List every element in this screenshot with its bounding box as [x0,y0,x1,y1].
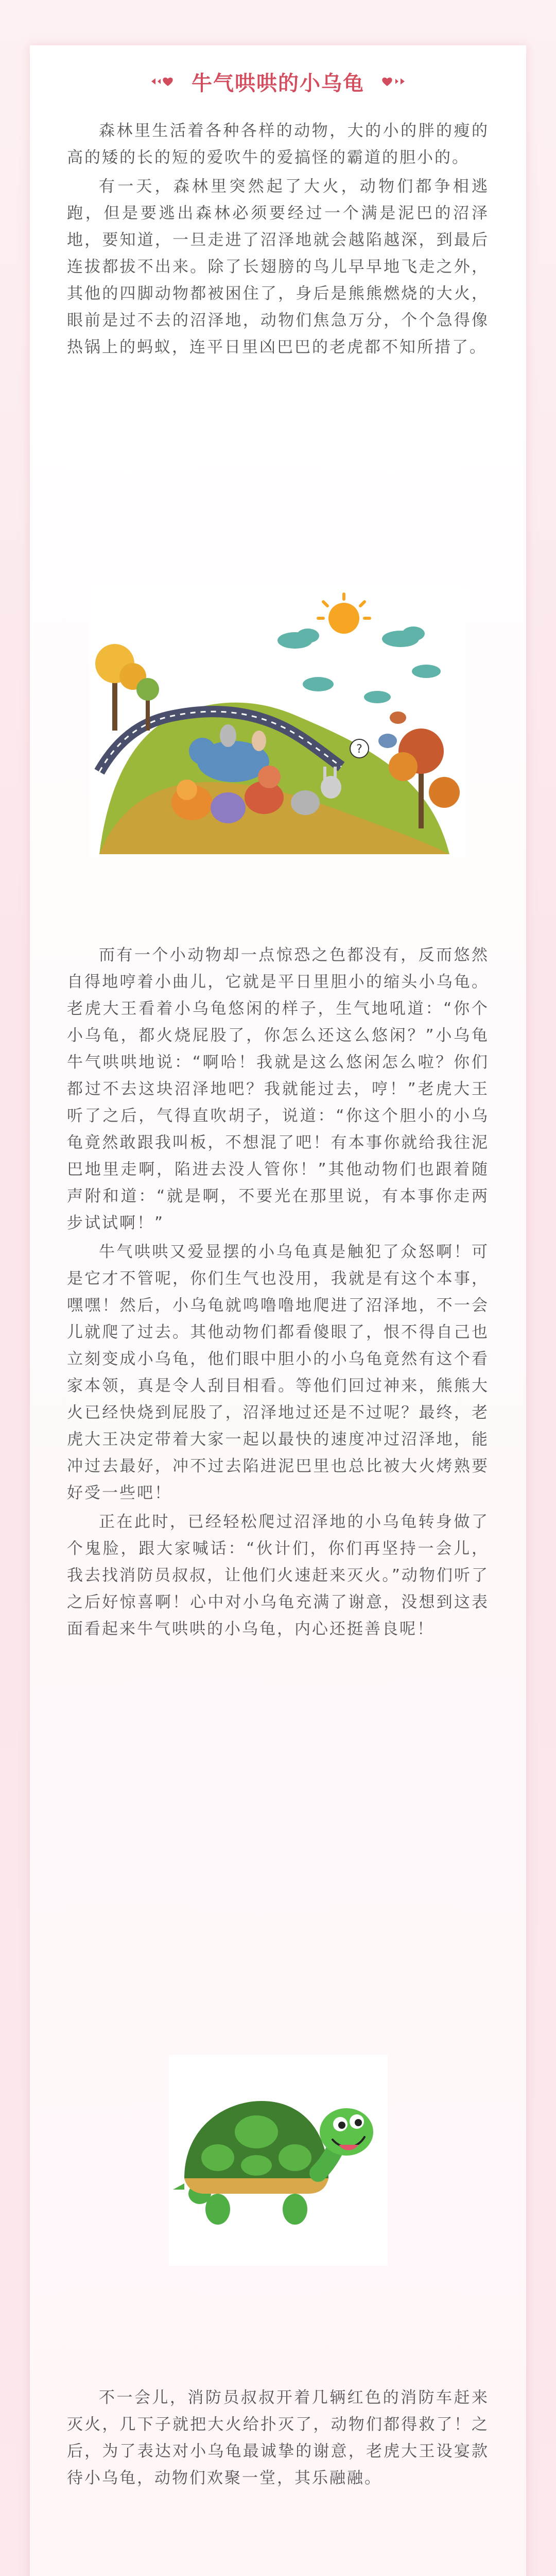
heart-ornament-left-icon [149,74,180,89]
paragraph: 正在此时，已经轻松爬过沼泽地的小乌龟转身做了个鬼脸，跟大家喊话：“伙计们，你们再坚持一会儿，我去找消防员叔叔，让他们火速赶来灭火。”动物们听了之后好惊喜啊！心中对小乌龟充满了谢意，没想到这表面看起来牛气哄哄的小乌龟，内心还挺善良呢！ [67,1513,489,1638]
paragraph: 森林里生活着各种各样的动物，大的小的胖的瘦的高的矮的长的短的爱吹牛的爱搞怪的霸道的胆小的。 [67,122,489,167]
story-section-3 [67,2384,489,2494]
story-section-2 [67,942,489,1645]
article-card [30,45,526,2576]
paragraph: 有一天，森林里突然起了大火，动物们都争相逃跑，但是要逃出森林必须要经过一个满是泥巴的沼泽地，要知道，一旦走进了沼泽地就会越陷越深，到最后连拔都拔不出来。除了长翅膀的鸟儿早早地飞走之外，其他的四脚动物都被困住了，身后是熊熊燃烧的大火，眼前是过不去的沼泽地，动物们焦急万分，个个急得像热锅上的蚂蚁，连平日里凶巴巴的老虎都不知所措了。 [67,177,489,357]
title-row [30,66,526,97]
heart-ornament-right-icon [376,74,407,89]
forest-animals-illustration [89,586,465,857]
sun-icon [328,603,359,634]
svg-text:?: ? [356,743,362,756]
paragraph: 而有一个小动物却一点惊恐之色都没有，反而悠然自得地哼着小曲儿，它就是平日里胆小的缩头小乌龟。老虎大王看着小乌龟悠闲的样子，生气地吼道：“你个小乌龟，都火烧屁股了，你怎么还这么悠闲？”小乌龟牛气哄哄地说：“啊哈！我就是这么悠闲怎么啦？你们都过不去这块沼泽地吧？我就能过去，哼！”老虎大王听了之后，气得直吹胡子，说道：“你这个胆小的小乌龟竟然敢跟我叫板，不想混了吧！有本事你就给我往泥巴地里走啊，陷进去没人管你！”其他动物们也跟着随声附和道：“就是啊，不要光在那里说，有本事你走两步试试啊！” [67,946,489,1232]
paragraph: 不一会儿，消防员叔叔开着几辆红色的消防车赶来灭火，几下子就把大火给扑灭了，动物们都得救了！之后，为了表达对小乌龟最诚挚的谢意，老虎大王设宴款待小乌龟，动物们欢聚一堂，其乐融融。 [67,2388,489,2487]
turtle-illustration [169,2055,388,2266]
story-section-1 [67,117,489,363]
article-title: 牛气哄哄的小乌龟 [192,71,364,95]
paragraph: 牛气哄哄又爱显摆的小乌龟真是触犯了众怒啊！可是它才不管呢，你们生气也没用，我就是有这个本事，嘿嘿！然后，小乌龟就鸣噜噜地爬进了沼泽地，不一会儿就爬了过去。其他动物们都看傻眼了，恨不得自己也立刻变成小乌龟，他们眼中胆小的小乌龟竟然有这个看家本领，真是令人刮目相看。等他们回过神来，熊熊大火已经快烧到屁股了，沼泽地过还是不过呢？最终，老虎大王决定带着大家一起以最快的速度冲过沼泽地，能冲过去最好，冲不过去陷进泥巴里也总比被大火烤熟要好受一些吧！ [67,1243,489,1502]
